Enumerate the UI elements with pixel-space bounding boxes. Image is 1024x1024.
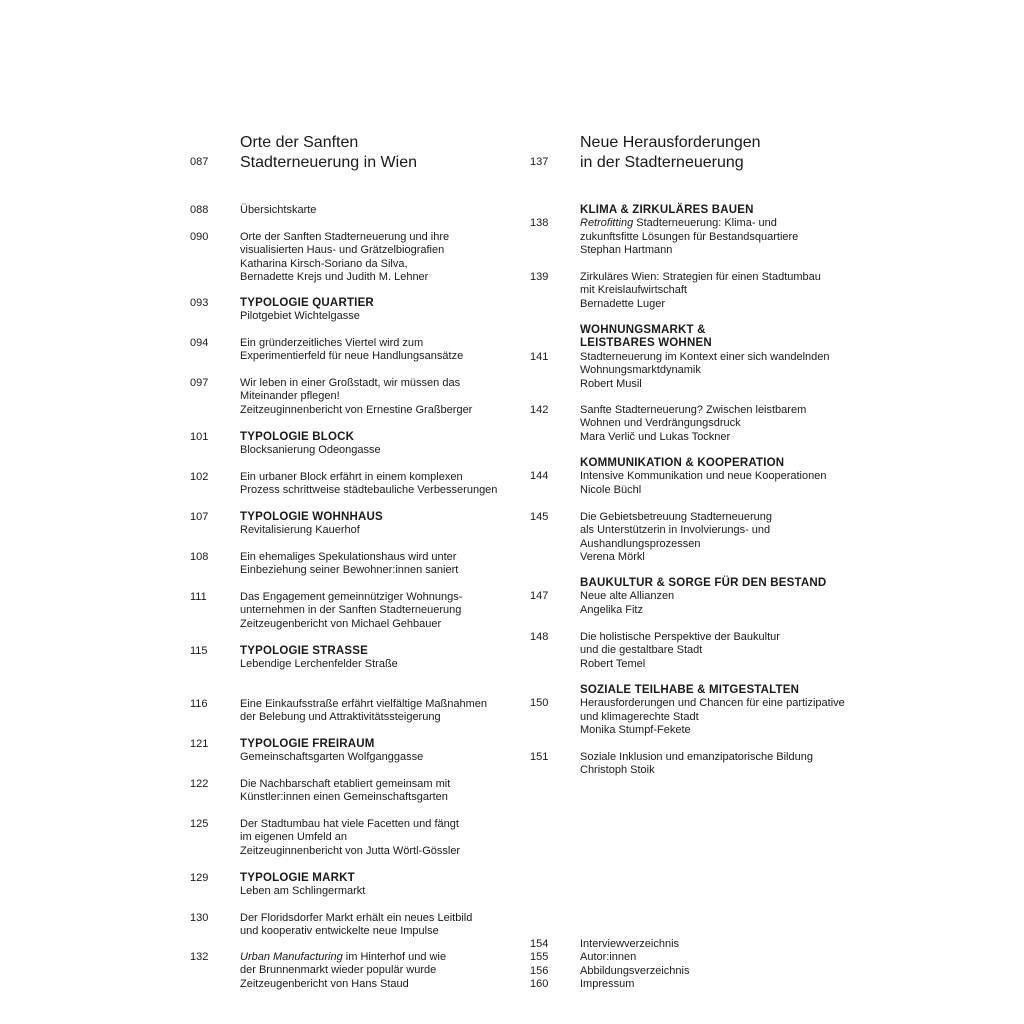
toc-page-number: 125 (190, 818, 209, 830)
toc-entry (240, 738, 423, 765)
toc-entry-line: Wohnen und Verdrängungsdruck (580, 417, 741, 430)
toc-page-number: 142 (530, 404, 549, 416)
appendix-label: Abbildungsverzeichnis (580, 964, 690, 977)
toc-entry-line: Ein urbaner Block erfährt in einem komplexen (240, 471, 463, 483)
toc-entry-line: Robert Temel (580, 657, 646, 670)
toc-entry-line: Prozess schrittweise städtebauliche Verbesserungen (240, 484, 498, 497)
toc-entry-line: Lebendige Lerchenfelder Straße (240, 658, 398, 671)
toc-entry-line: der Brunnenmarkt wieder populär wurde (240, 964, 437, 977)
toc-entry-line: Stadterneuerung im Kontext einer sich wandelnden (580, 350, 830, 363)
toc-entry (580, 631, 780, 671)
toc-page-number: 141 (530, 350, 549, 363)
toc-entry-line: Neue alte Allianzen (580, 590, 675, 603)
toc-entry-line: Aushandlungsprozessen (580, 537, 701, 550)
toc-entry (580, 324, 830, 391)
toc-entry-line: Intensive Kommunikation und neue Kooperationen (580, 470, 827, 483)
toc-entry-line: Mara Verlič und Lukas Tockner (580, 430, 731, 443)
toc-page-number: 090 (190, 231, 209, 243)
toc-page-number: 129 (190, 872, 209, 884)
toc-entry-line: und klimagerechte Stadt (580, 710, 699, 723)
toc-entry (240, 551, 458, 578)
toc-entry-italic: Retrofitting (580, 217, 634, 230)
toc-entry-line: Zeitzeuginnenbericht von Ernestine Graßberger (240, 403, 473, 416)
toc-entry-line: Herausforderungen und Chancen für eine partizipative (580, 697, 845, 710)
toc-entry-italic: Urban Manufacturing (240, 951, 343, 963)
toc-entry (240, 231, 449, 285)
toc-entry-line: Die holistische Perspektive der Baukultur (580, 631, 780, 643)
section-title-line: in der Stadterneuerung (580, 154, 744, 171)
toc-entry-line: Der Stadtumbau hat viele Facetten und fängt (240, 818, 459, 830)
toc-entry (240, 471, 497, 498)
toc-entry (240, 912, 472, 939)
toc-entry-line: unternehmen in der Sanften Stadterneuerung (240, 604, 462, 617)
toc-page-number: 102 (190, 471, 209, 483)
toc-entry (240, 778, 450, 805)
toc-entry (580, 271, 821, 311)
toc-entry-line: Eine Einkaufsstraße erfährt vielfältige Maßnahmen (240, 698, 488, 710)
appendix-page-number: 160 (530, 978, 549, 991)
toc-page-number: 094 (190, 337, 209, 349)
appendix-label: Autor:innen (580, 951, 637, 964)
toc-entry-line: Ein ehemaliges Spekulationshaus wird unter (240, 551, 457, 563)
toc-page-number: 148 (530, 631, 549, 643)
toc-entry-line: Soziale Inklusion und emanzipatorische Bildung (580, 751, 813, 763)
appendix-page-number: 156 (530, 964, 549, 977)
toc-entry-line: Verena Mörkl (580, 551, 645, 564)
toc-entry-line: Leben am Schlingermarkt (240, 885, 366, 898)
toc-entry-line: Robert Musil (580, 377, 642, 390)
toc-entry (240, 698, 487, 725)
toc-entry-line: Das Engagement gemeinnütziger Wohnungs- (240, 591, 463, 603)
toc-entry-rest: Stadterneuerung: Klima- und (633, 217, 777, 230)
toc-category-heading: TYPOLOGIE WOHNHAUS (240, 511, 383, 523)
toc-entry-line: Der Floridsdorfer Markt erhält ein neues Leitbild (240, 912, 473, 924)
toc-category-heading: TYPOLOGIE MARKT (240, 872, 355, 884)
toc-entry-line: Pilotgebiet Wichtelgasse (240, 310, 360, 323)
section-title-line: Neue Herausforderungen (580, 134, 761, 151)
toc-entry-line: im eigenen Umfeld an (240, 831, 348, 844)
toc-entry-line: Die Gebietsbetreuung Stadterneuerung (580, 511, 773, 523)
toc-entry-line: Zeitzeugenbericht von Michael Gehbauer (240, 617, 442, 630)
toc-entry-line: mit Kreislaufwirtschaft (580, 284, 687, 297)
toc-entry (240, 377, 472, 417)
toc-entry (580, 404, 806, 444)
toc-category-heading: TYPOLOGIE STRASSE (240, 645, 369, 657)
toc-page-number: 151 (530, 751, 549, 763)
toc-category-heading: KLIMA & ZIRKULÄRES BAUEN (580, 204, 754, 216)
toc-entry-line: Nicole Büchl (580, 483, 642, 496)
toc-entry-line: Ein gründerzeitliches Viertel wird zum (240, 337, 424, 349)
toc-entry-line: visualisierten Haus- und Grätzelbiografien (240, 244, 445, 257)
toc-entry (240, 951, 446, 991)
toc-entry (240, 297, 374, 324)
section-title (240, 133, 417, 173)
toc-entry-line: Sanfte Stadterneuerung? Zwischen leistbarem (580, 404, 807, 416)
toc-entry-line: Zeitzeuginnenbericht von Jutta Wörtl-Gössler (240, 844, 461, 857)
toc-entry (580, 577, 826, 617)
section-title-line: Stadterneuerung in Wien (240, 154, 417, 171)
toc-page-number: 088 (190, 204, 209, 216)
toc-entry (580, 751, 813, 778)
toc-page-number: 150 (530, 697, 549, 710)
section-title-line: Orte der Sanften (240, 134, 359, 151)
toc-entry (240, 204, 316, 217)
toc-entry (240, 431, 381, 458)
appendix-page-number: 154 (530, 938, 549, 950)
section-page-number: 137 (530, 156, 549, 168)
toc-category-heading: SOZIALE TEILHABE & MITGESTALTEN (580, 684, 800, 696)
toc-entry-line (580, 217, 798, 230)
toc-entry (580, 511, 772, 565)
toc-page-number: 116 (190, 698, 208, 710)
toc-page-number: 147 (530, 590, 549, 603)
toc-entry-line: Die Nachbarschaft etabliert gemeinsam mit (240, 778, 451, 790)
toc-entry (580, 204, 798, 258)
toc-entry (580, 684, 845, 738)
toc-entry-line: Revitalisierung Kauerhof (240, 524, 360, 537)
toc-entry-line: Orte der Sanften Stadterneuerung und ihre (240, 231, 450, 243)
toc-entry-line: und kooperativ entwickelte neue Impulse (240, 925, 439, 938)
toc-entry-line: der Belebung und Attraktivitätssteigerung (240, 711, 441, 724)
toc-page-number: 111 (190, 591, 207, 603)
toc-page-number: 145 (530, 511, 549, 523)
toc-category-heading: WOHNUNGSMARKT & (580, 324, 706, 336)
toc-entry-line: Bernadette Krejs und Judith M. Lehner (240, 271, 429, 284)
toc-entry-line: als Unterstützerin in Involvierungs- und (580, 524, 771, 537)
toc-entry-line (240, 951, 446, 964)
toc-page-number: 130 (190, 912, 209, 924)
toc-entry-line: und die gestaltbare Stadt (580, 644, 703, 657)
appendix-label: Impressum (580, 978, 635, 991)
toc-entry-line: Experimentierfeld für neue Handlungsansätze (240, 350, 464, 363)
toc-entry-line: Zirkuläres Wien: Strategien für einen Stadtumbau (580, 271, 821, 283)
toc-entry-line: Gemeinschaftsgarten Wolfganggasse (240, 751, 424, 764)
toc-entry (240, 591, 462, 631)
toc-page-number: 144 (530, 470, 549, 483)
toc-entry-line: zukunftsfitte Lösungen für Bestandsquartiere (580, 230, 799, 243)
toc-entry (240, 337, 463, 364)
toc-category-heading: LEISTBARES WOHNEN (580, 337, 712, 350)
toc-entry-line: Stephan Hartmann (580, 244, 673, 257)
toc-entry-line: Monika Stumpf-Fekete (580, 724, 691, 737)
toc-page-number: 115 (190, 645, 208, 657)
toc-entry (240, 511, 383, 538)
toc-entry-line: Einbeziehung seiner Bewohner:innen saniert (240, 564, 459, 577)
toc-page-number: 101 (190, 431, 209, 443)
toc-page-number: 107 (190, 511, 209, 523)
section-title (580, 133, 761, 173)
toc-entry (240, 872, 365, 899)
toc-category-heading: TYPOLOGIE FREIRAUM (240, 738, 375, 750)
section-page-number: 087 (190, 156, 209, 168)
toc-category-heading: BAUKULTUR & SORGE FÜR DEN BESTAND (580, 577, 827, 589)
toc-entry (240, 645, 398, 672)
toc-page-number: 121 (190, 738, 209, 750)
toc-entry-line: Übersichtskarte (240, 204, 317, 216)
toc-entry-line: Wir leben in einer Großstadt, wir müssen das (240, 377, 461, 389)
toc-page-number: 132 (190, 951, 209, 963)
toc-entry (240, 818, 460, 858)
toc-page-number: 138 (530, 217, 549, 230)
toc-category-heading: TYPOLOGIE QUARTIER (240, 297, 374, 309)
toc-entry-line: Bernadette Luger (580, 297, 666, 310)
toc-entry-line: Blocksanierung Odeongasse (240, 444, 381, 457)
toc-entry-line: Zeitzeugenbericht von Hans Staud (240, 977, 409, 990)
toc-entry-line: Wohnungsmarktdynamik (580, 364, 701, 377)
toc-entry-line: Katharina Kirsch-Soriano da Silva, (240, 257, 408, 270)
toc-entry-line: Künstler:innen einen Gemeinschaftsgarten (240, 791, 448, 804)
toc-entry-line: Angelika Fitz (580, 603, 643, 616)
toc-page-number: 097 (190, 377, 209, 389)
toc-entry (580, 457, 826, 497)
toc-page-number: 093 (190, 297, 209, 309)
toc-entry-line: Miteinander pflegen! (240, 390, 340, 403)
appendix-label: Interviewverzeichnis (580, 938, 680, 950)
toc-category-heading: TYPOLOGIE BLOCK (240, 431, 355, 443)
toc-entry-line: Christoph Stoik (580, 764, 655, 777)
toc-page-number: 139 (530, 271, 549, 283)
toc-entry-rest: im Hinterhof und wie (342, 951, 447, 963)
toc-page-number: 122 (190, 778, 209, 790)
toc-category-heading: KOMMUNIKATION & KOOPERATION (580, 457, 785, 469)
appendix-page-number: 155 (530, 951, 549, 964)
toc-page-number: 108 (190, 551, 209, 563)
